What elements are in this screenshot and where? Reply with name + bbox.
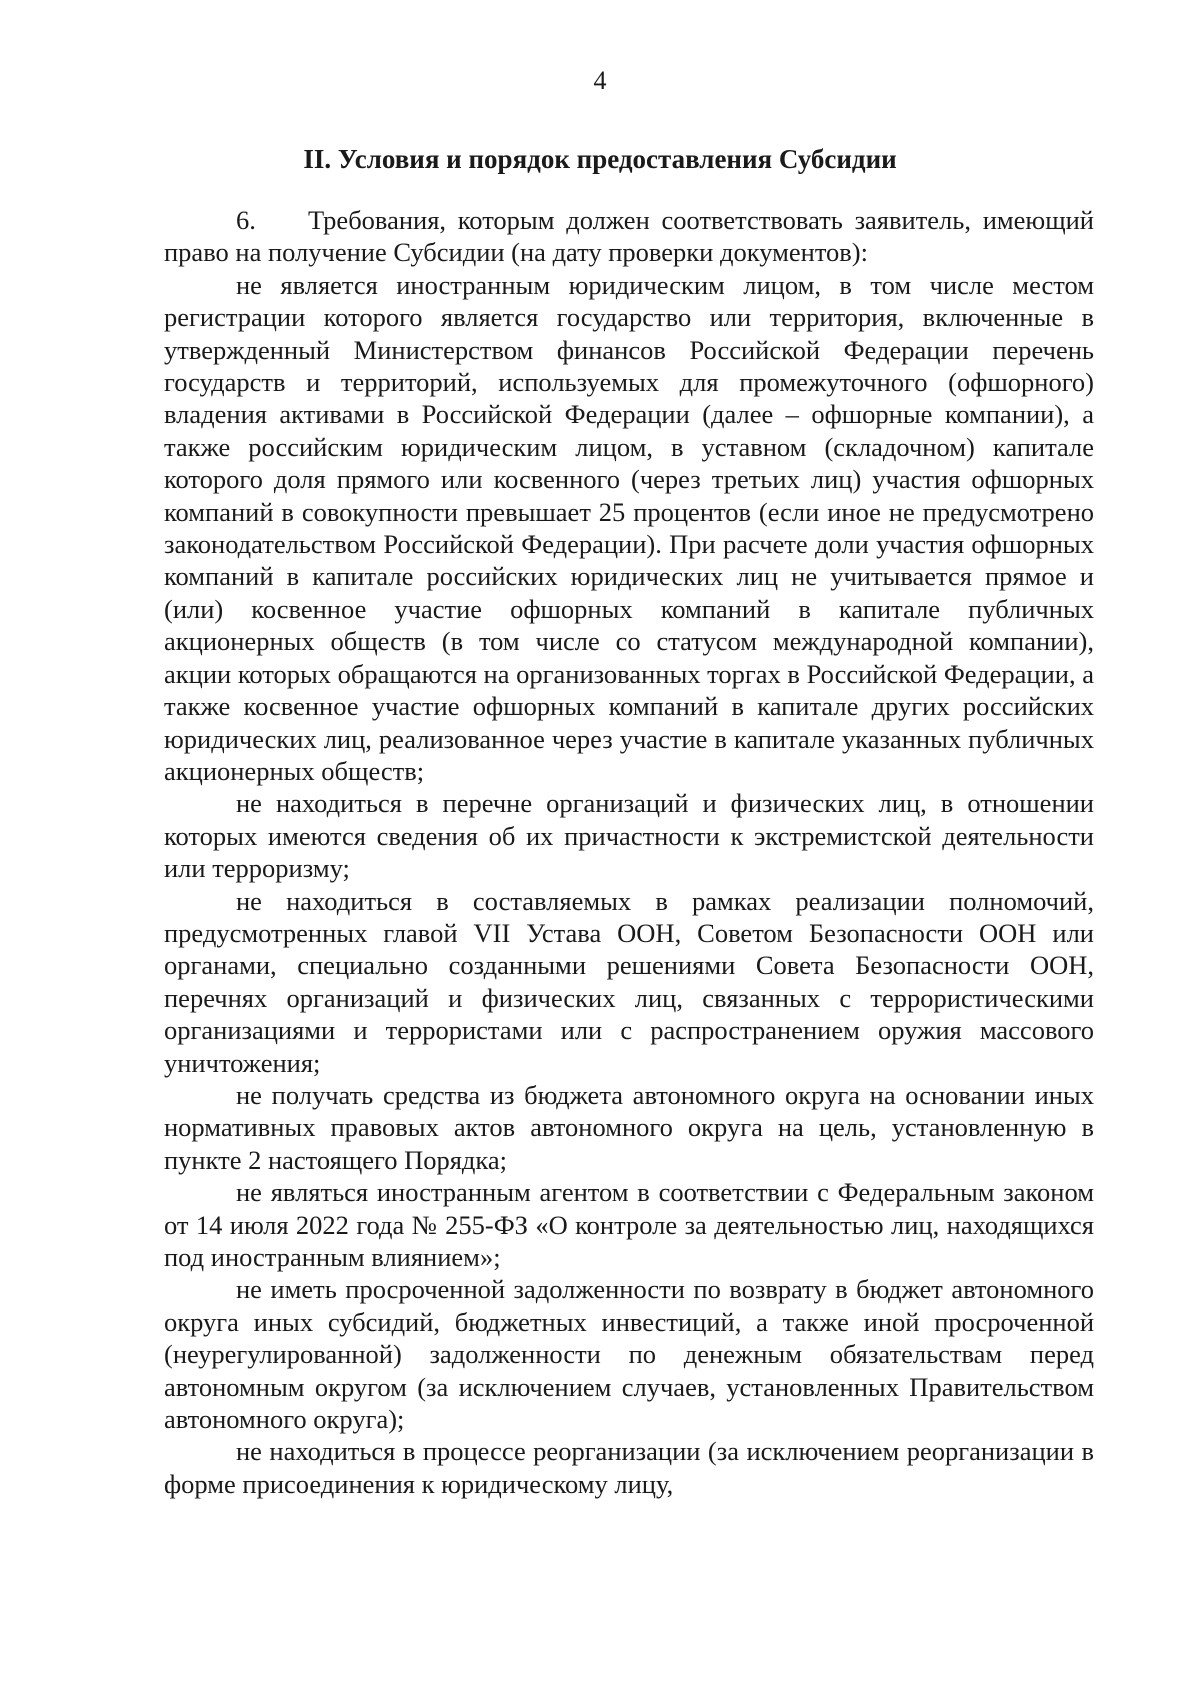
- paragraph-requirement-budget-funds: не получать средства из бюджета автономного округа на основании иных нормативных правовых актов автономного округа на цель, установленную в пункте 2 настоящего Порядка;: [164, 1079, 1094, 1175]
- paragraph-6: [164, 204, 1094, 269]
- paragraph-number: 6.: [236, 205, 256, 235]
- paragraph-text: Требования, которым должен соответствовать заявитель, имеющий право на получение Субсидии (на дату проверки документов):: [164, 205, 1094, 268]
- document-body: [164, 204, 1094, 1500]
- paragraph-requirement-reorganization: не находиться в процессе реорганизации (за исключением реорганизации в форме присоединения к юридическому лицу,: [164, 1436, 1094, 1499]
- paragraph-requirement-extremism: не находиться в перечне организаций и физических лиц, в отношении которых имеются сведения об их причастности к экстремистской деятельности или терроризму;: [164, 788, 1094, 884]
- section-title: II. Условия и порядок предоставления Субсидии: [303, 144, 897, 174]
- paragraph-requirement-un-lists: не находиться в составляемых в рамках реализации полномочий, предусмотренных главой VII Устава ООН, Советом Безопасности ООН или органами, специально созданными решениями Совета Безопасности ООН, перечнях организаций и физических лиц, связанных с террористическими организациями и террористами или с распространением оружия массового уничтожения;: [164, 885, 1094, 1078]
- paragraph-requirement-overdue-debt: не иметь просроченной задолженности по возврату в бюджет автономного округа иных субсидий, бюджетных инвестиций, а также иной просроченной (неурегулированной) задолженности по денежным обязательствам перед автономным округом (за исключением случаев, установленных Правительством автономного округа);: [164, 1274, 1094, 1435]
- paragraph-requirement-foreign-agent: не являться иностранным агентом в соответствии с Федеральным законом от 14 июля 2022 года № 255-ФЗ «О контроле за деятельностью лиц, находящихся под иностранным влиянием»;: [164, 1177, 1094, 1272]
- page-number: 4: [593, 66, 607, 95]
- paragraph-requirement-offshore: не является иностранным юридическим лицом, в том числе местом регистрации которого является государство или территория, включенные в утвержденный Министерством финансов Российской Федерации перечень государств и территорий, используемых для промежуточного (офшорного) владения активами в Российской Федерации (далее – офшорные компании), а также российским юридическим лицом, в уставном (складочном) капитале которого доля прямого или косвенного (через третьих лиц) участия офшорных компаний в совокупности превышает 25 процентов (если иное не предусмотрено законодательством Российской Федерации). При расчете доли участия офшорных компаний в капитале российских юридических лиц не учитывается прямое и (или) косвенное участие офшорных компаний в капитале публичных акционерных обществ (в том числе со статусом международной компании), акции которых обращаются на организованных торгах в Российской Федерации, а также косвенное участие офшорных компаний в капитале других российских юридических лиц, реализованное через участие в капитале указанных публичных акционерных обществ;: [164, 269, 1094, 786]
